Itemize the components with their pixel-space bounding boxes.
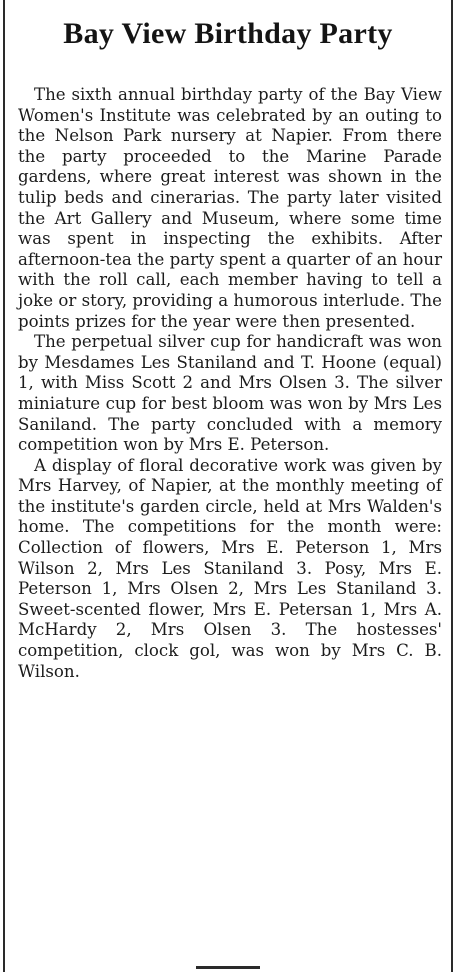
- article-paragraph-1: The sixth annual birthday party of the Bay View Women's Institute was celebrated by an outing to the Nelson Park nursery at Napier. From there the party proceeded to the Marine Parade gardens, where great interest was shown in the tulip beds and cinerarias. The party later visited the Art Gallery and Museum, where some time was spent in inspecting the exhibits. After afternoon-tea the party spent a quarter of an hour with the roll call, each member having to tell a joke or story, providing a humorous interlude. The points prizes for the year were then presented.: [18, 85, 442, 331]
- article-paragraph-3: A display of floral decorative work was given by Mrs Harvey, of Napier, at the monthly meeting of the institute's garden circle, held at Mrs Walden's home. The competitions for the month were: Collection of flowers, Mrs E. Peterson 1, Mrs Wilson 2, Mrs Les Staniland 3. Posy, Mrs E. Peterson 1, Mrs Olsen 2, Mrs Les Staniland 3. Sweet-scented flower, Mrs E. Petersan 1, Mrs A. McHardy 2, Mrs Olsen 3. The hostesses' competition, clock gol, was won by Mrs C. B. Wilson.: [18, 455, 442, 681]
- left-column-rule: [3, 0, 5, 972]
- right-column-rule: [451, 0, 453, 972]
- article-body: [18, 85, 442, 682]
- article-end-rule: [196, 966, 260, 969]
- article-paragraph-2: The perpetual silver cup for handicraft was won by Mesdames Les Staniland and T. Hoone (equal) 1, with Miss Scott 2 and Mrs Olsen 3. The silver miniature cup for best bloom was won by Mrs Les Saniland. The party concluded with a memory competition won by Mrs E. Peterson.: [18, 332, 442, 455]
- article-headline: Bay View Birthday Party: [63, 17, 393, 50]
